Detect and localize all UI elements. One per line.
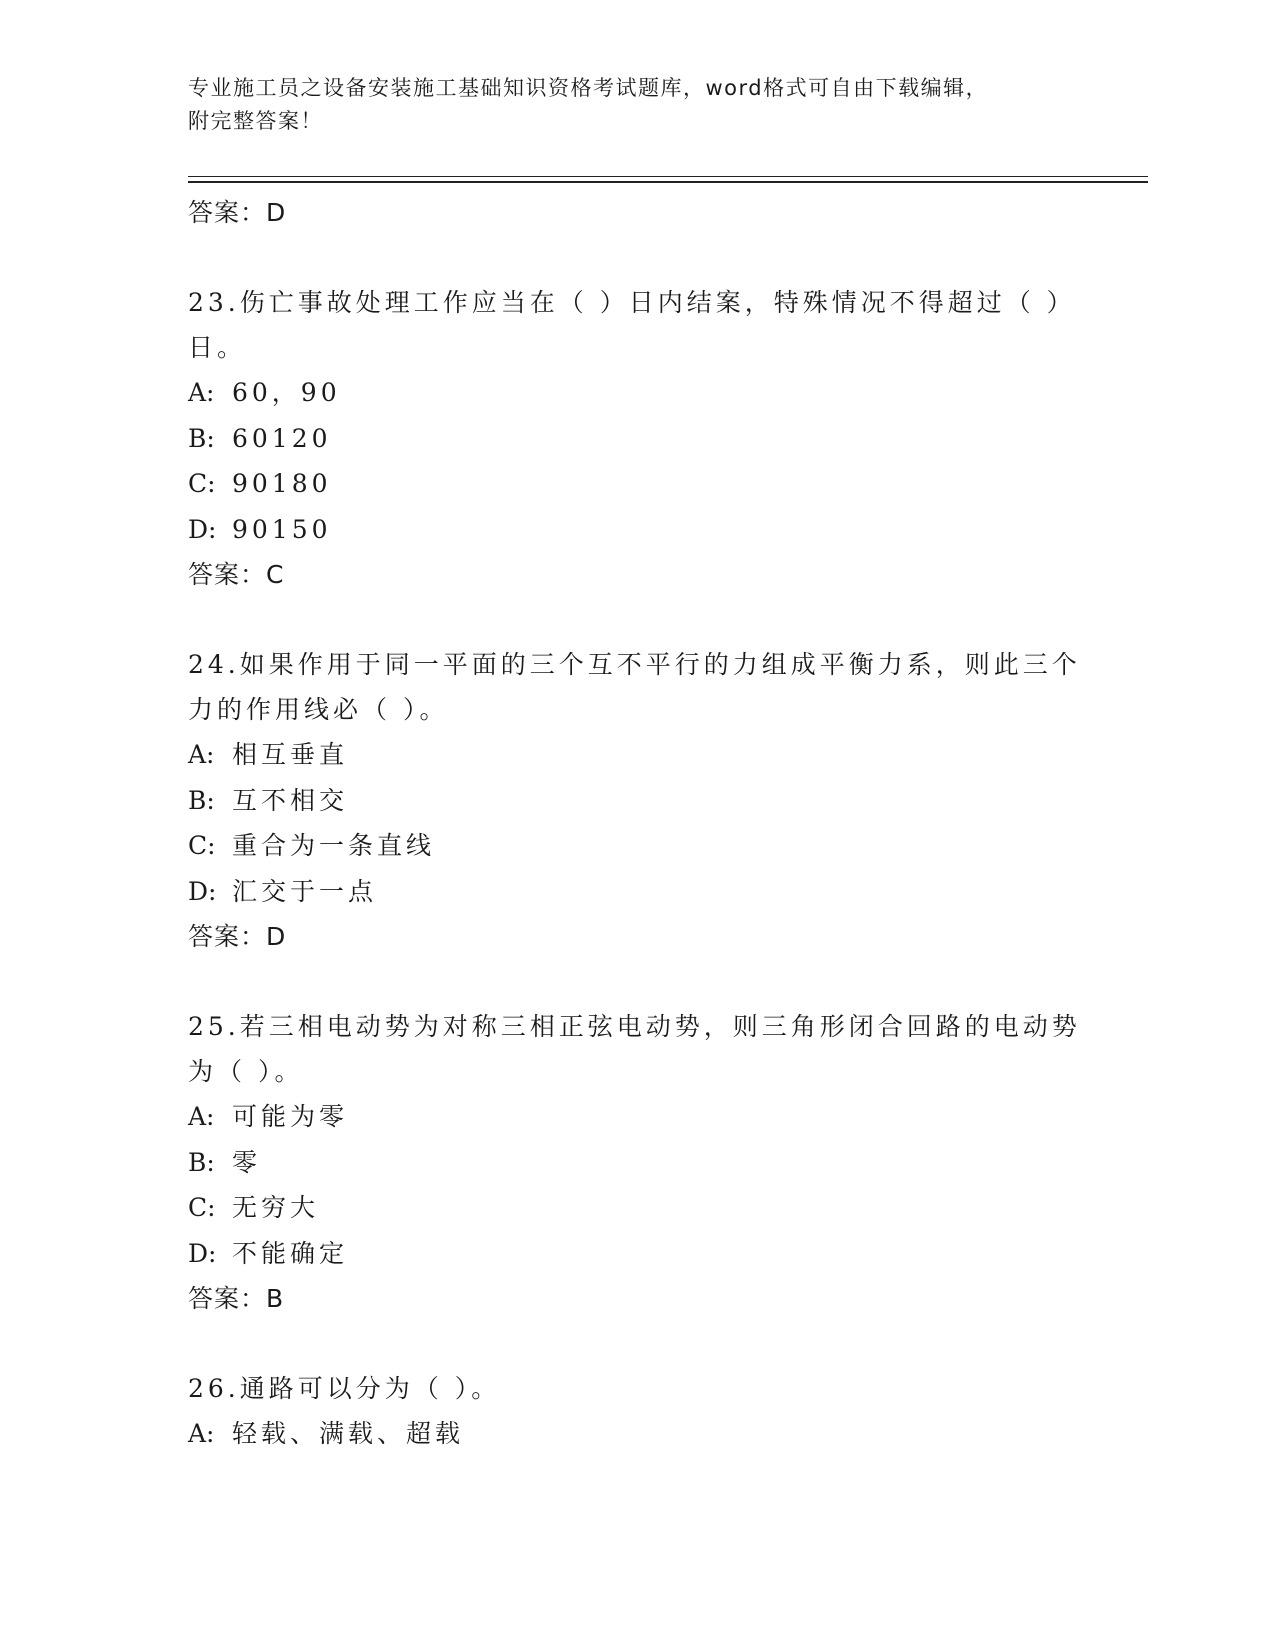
- header-line-2: 附完整答案！: [188, 109, 323, 133]
- option-d: [188, 869, 1088, 915]
- option-text: 90180: [232, 469, 332, 498]
- question-stem-line-2: 日。: [188, 333, 247, 362]
- option-letter: B:: [188, 423, 215, 453]
- option-text: 重合为一条直线: [232, 831, 436, 860]
- option-b: [188, 778, 1088, 824]
- option-a: [188, 1411, 1088, 1457]
- answer-line: 答案：B: [188, 1284, 285, 1313]
- header-divider-thin: [188, 176, 1148, 177]
- previous-answer: 答案：D: [188, 198, 287, 227]
- option-b: [188, 416, 1088, 462]
- option-letter: C:: [188, 831, 216, 860]
- option-letter: A:: [188, 378, 215, 407]
- question-stem-line-1: 25.若三相电动势为对称三相正弦电动势，则三角形闭合回路的电动势: [188, 1012, 1081, 1041]
- question-stem-line-1: 23.伤亡事故处理工作应当在（ ）日内结案，特殊情况不得超过（ ）: [188, 288, 1076, 317]
- option-text: 轻载、满载、超载: [232, 1419, 465, 1448]
- question-stem-line-1: 24.如果作用于同一平面的三个互不平行的力组成平衡力系，则此三个: [188, 650, 1081, 679]
- option-letter: B:: [188, 1147, 215, 1177]
- option-a: [188, 370, 1088, 416]
- answer-line: 答案：C: [188, 560, 285, 589]
- option-text: 互不相交: [232, 785, 349, 815]
- option-text: 60，90: [232, 378, 341, 407]
- header-line-1: 专业施工员之设备安装施工基础知识资格考试题库，word格式可自由下载编辑，: [188, 76, 989, 100]
- question-stem: [188, 642, 1088, 732]
- header-divider-thick: [188, 181, 1148, 183]
- option-letter: C:: [188, 469, 216, 498]
- option-letter: A:: [188, 1419, 215, 1448]
- option-text: 汇交于一点: [232, 876, 378, 906]
- question-stem: [188, 1004, 1088, 1094]
- question-26: [188, 1366, 1088, 1457]
- option-letter: A:: [188, 740, 215, 769]
- option-text: 90150: [232, 514, 332, 544]
- option-d: [188, 507, 1088, 553]
- answer-line: 答案：D: [188, 922, 287, 951]
- option-letter: D:: [188, 876, 217, 906]
- page-header: [188, 72, 1068, 138]
- option-c: [188, 823, 1088, 869]
- option-letter: D:: [188, 1238, 217, 1268]
- question-stem: [188, 1366, 1088, 1411]
- option-letter: A:: [188, 1102, 215, 1131]
- question-stem-line-1: 26.通路可以分为（ ）。: [188, 1374, 501, 1403]
- option-letter: D:: [188, 514, 217, 544]
- question-23: [188, 280, 1088, 598]
- option-a: [188, 1094, 1088, 1140]
- option-d: [188, 1231, 1088, 1277]
- option-text: 相互垂直: [232, 740, 349, 769]
- question-stem-line-2: 为（ ）。: [188, 1057, 304, 1086]
- question-list: [188, 190, 1088, 1457]
- question-stem: [188, 280, 1088, 370]
- option-text: 零: [232, 1147, 262, 1177]
- option-c: [188, 461, 1088, 507]
- option-text: 60120: [232, 423, 332, 453]
- option-letter: B:: [188, 785, 215, 815]
- question-24: [188, 642, 1088, 960]
- question-25: [188, 1004, 1088, 1322]
- option-text: 不能确定: [232, 1238, 349, 1268]
- option-c: [188, 1185, 1088, 1231]
- question-stem-line-2: 力的作用线必（ ）。: [188, 695, 449, 724]
- option-letter: C:: [188, 1193, 216, 1222]
- option-a: [188, 732, 1088, 778]
- option-text: 可能为零: [232, 1102, 349, 1131]
- option-b: [188, 1140, 1088, 1186]
- option-text: 无穷大: [232, 1193, 320, 1222]
